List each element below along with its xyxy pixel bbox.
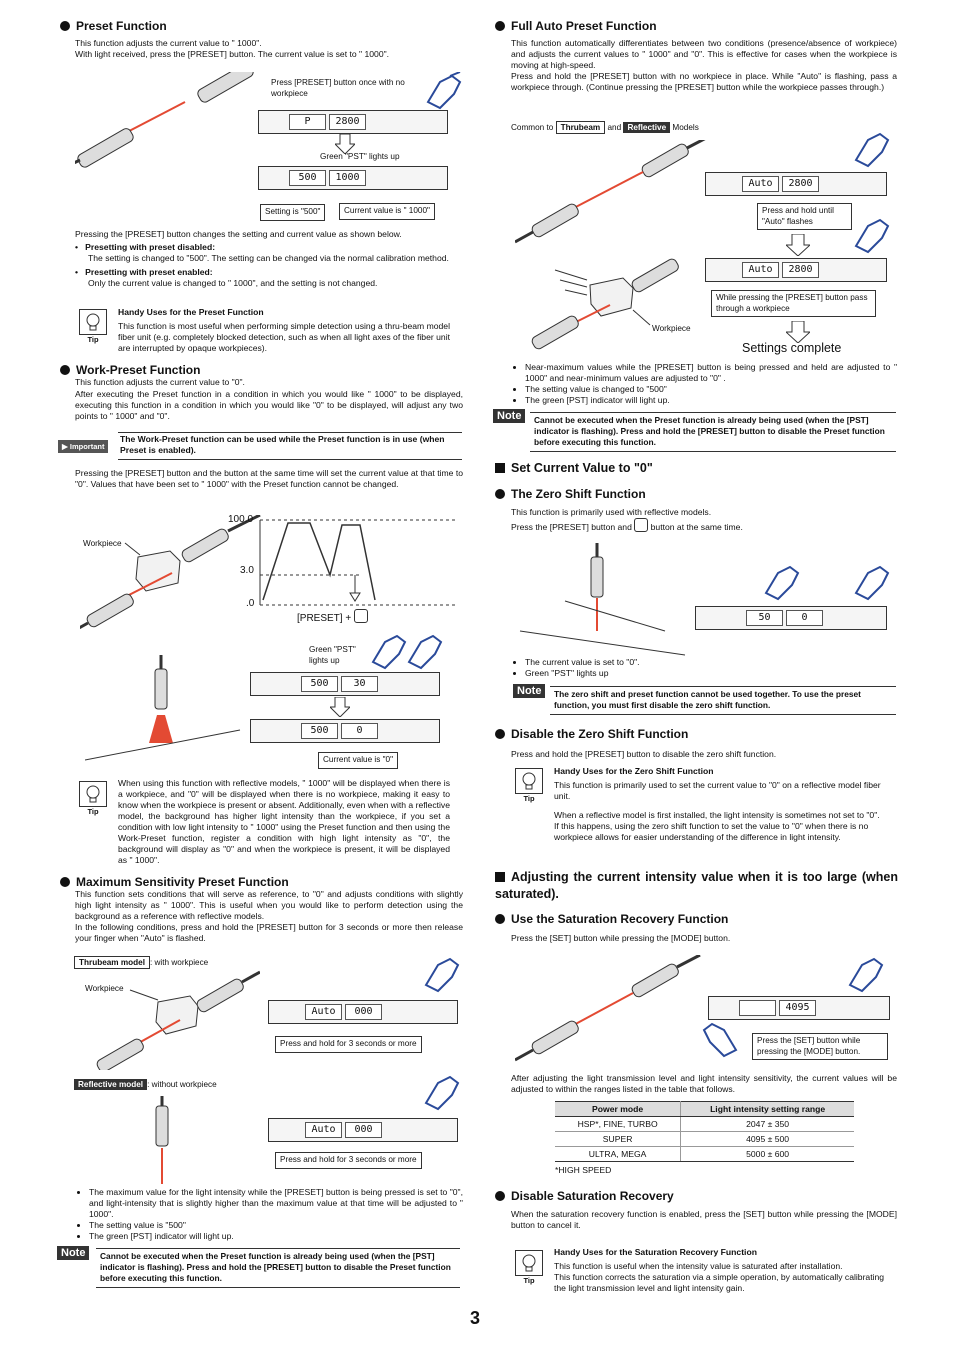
max-sens-note: Cannot be executed when the Preset function is already being used (when the [PST] indicator is flashing). Press and hold the [PRESET] button to disable the Preset function before executing this function. [96, 1248, 460, 1288]
workpiece-label: Workpiece [85, 984, 124, 993]
full-auto-callout-1: Press and hold until "Auto" flashes [757, 203, 852, 230]
disable-saturation-heading: Disable Saturation Recovery [495, 1189, 674, 1203]
hand-icon [842, 955, 886, 1000]
axis-100: 100.0 [228, 514, 254, 525]
hold-callout-1: Press and hold for 3 seconds or more [275, 1036, 422, 1053]
work-preset-press-text: Pressing the [PRESET] button and the button at the same time will set the current value at that time to "0". Values that have been set to " 1000" with the Preset function cannot be changed. [75, 468, 463, 489]
full-auto-illustration [515, 140, 715, 350]
thrubeam-illustration [80, 970, 260, 1070]
preset-callout-press: Press [PRESET] button once with no workpiece [271, 78, 405, 98]
note-badge: Note [57, 1246, 89, 1260]
down-arrow-icon [786, 234, 810, 256]
zero-shift-tip: Handy Uses for the Zero Shift Function This function is primarily used to set the current value to "0" on a reflective model fiber unit. When a reflective model is first installed, the light intensity is sometimes not set to "0". If this happens, using the zero shift function to set the value to "0" when there is no workpiece allows for easier understanding of the difference in light intensity. [554, 766, 881, 842]
zero-shift-bullets: • The current value is set to "0". • Green "PST" lights up [511, 657, 897, 679]
tip-icon: Tip [514, 1250, 544, 1285]
sensor-display-2: 500 1000 [258, 166, 448, 190]
zero-shift-heading: The Zero Shift Function [495, 487, 646, 501]
hold-callout-2: Press and hold for 3 seconds or more [275, 1152, 422, 1169]
hand-icon [758, 563, 802, 608]
sensor-display-5: Auto 000 [268, 1000, 458, 1024]
work-preset-callout-green: Green "PST" lights up [309, 645, 356, 665]
saturation-heading: Adjusting the current intensity value when it is too large (when saturated). [495, 870, 898, 901]
hand-icon [848, 130, 892, 175]
sensor-display-10: 4095 [708, 996, 890, 1020]
saturation-tip: Handy Uses for the Saturation Recovery Function This function is useful when the intensity value is saturated after installation. This function corrects the saturation via a simple operation, by automatically calibrating the light transmission level and light intensity gain. [554, 1247, 885, 1293]
hand-icon [418, 1073, 462, 1118]
reflective-label: Reflective model : without workpiece [74, 1079, 217, 1090]
full-auto-callout-2: While pressing the [PRESET] button pass through a workpiece [711, 290, 876, 317]
preset-callout-setting: Setting is "500" [260, 204, 325, 221]
full-auto-intro: This function automatically differentiates between two conditions (presence/absence of workpiece) and adjusts the current values to " 1000" and "0". This is effective for cases when the workpiece is moving at high-speed. Press and hold the [PRESET] button with no workpiece in place. While "Auto" is flashing, pass a workpiece through. (Continue pressing the [PRESET] button while the workpiece passes through.) [511, 38, 897, 92]
important-badge: ▶ Important [58, 440, 108, 453]
work-preset-heading: Work-Preset Function [60, 363, 200, 377]
table-footnote: *HIGH SPEED [555, 1165, 612, 1175]
table-header: Power mode [555, 1102, 681, 1117]
zero-shift-text: This function is primarily used with reflective models. Press the [PRESET] button and button at the same time. [511, 507, 743, 532]
preset-tip: Handy Uses for the Preset Function This function is most useful when performing simple detection using a thru-beam model fiber unit (e.g. completely blocked detection, such as when all light axes of the fiber unit are interrupted by opaque workpieces). [118, 307, 450, 353]
preset-intro: This function adjusts the current value to " 1000". With light received, press the [PRESET] button. The current value is set to " 1000". [75, 38, 390, 59]
work-preset-tip: When using this function with reflective models, " 1000" will be displayed when there is a workpiece, and "0" will be displayed when there is no workpiece, making it easy to know when the workpiece is present or absent. Additionally, even when with a reflective model, the background has higher light intensity than the workpiece, if you set a condition with low light intensity to " 1000" using the Preset function and then using the Work-Preset function, register a condition with high light intensity as "0", the background will display as "0" and when the workpiece is present, it will be displayed as " 1000". [118, 778, 450, 865]
important-text: The Work-Preset function can be used while the Preset function is in use (when Preset is enabled). [118, 432, 462, 460]
sensor-display-1: P 2800 [258, 110, 448, 134]
full-auto-bullets: • Near-maximum values while the [PRESET] button is being pressed and held are adjusted to " 1000" and near-minimum values are adjusted to "0" . • The setting value is changed to "500" • The green [PST] indicator will light up. [511, 362, 897, 406]
tip-icon: Tip [78, 309, 108, 344]
table-header: Light intensity setting range [681, 1102, 854, 1117]
max-sens-bullets: • The maximum value for the light intensity while the [PRESET] button is being pressed is set to "0", and light-intensity that is slightly higher than the maximum value at that time will be adjusted to " 1000". • The setting value is "500" • The green [PST] indicator will light up. [75, 1187, 463, 1242]
sensor-display-3: 500 30 [250, 672, 440, 696]
disable-zero-text: Press and hold the [PRESET] button to disable the zero shift function. [511, 749, 777, 759]
sensor-display-8: Auto 2800 [705, 258, 887, 282]
preset-plus-label: [PRESET] + [297, 609, 368, 624]
preset-callout-current: Current value is " 1000" [339, 203, 435, 220]
down-arrow-icon [335, 134, 355, 154]
table-row: HSP*, FINE, TURBO 2047 ± 350 [555, 1117, 854, 1132]
preset-bullets: • Presetting with preset disabled: The setting is changed to "500". The setting can be changed via the normal calibration method. • Presetting with preset enabled: Only the current value is changed to " 1000", and the setting is not changed. [75, 242, 449, 288]
disable-zero-heading: Disable the Zero Shift Function [495, 727, 688, 741]
axis-0: .0 [246, 598, 255, 609]
table-row: ULTRA, MEGA 5000 ± 600 [555, 1147, 854, 1162]
saturation-callout: Press the [SET] button while pressing the [MODE] button. [752, 1033, 888, 1060]
tip-icon: Tip [514, 768, 544, 803]
set-zero-heading: Set Current Value to "0" [495, 461, 653, 475]
workpiece-label: Workpiece [83, 539, 122, 548]
hand-icon [848, 216, 892, 261]
saturation-after-text: After adjusting the light transmission level and light intensity sensitivity, the current values will be adjusted to within the ranges listed in the table that follows. [511, 1073, 897, 1094]
sensor-display-7: Auto 2800 [705, 172, 887, 196]
hand-icon [365, 632, 445, 677]
down-arrow-icon [786, 321, 810, 343]
axis-3: 3.0 [240, 565, 254, 576]
note-badge: Note [513, 684, 545, 698]
use-saturation-text: Press the [SET] button while pressing the [MODE] button. [511, 933, 731, 943]
down-arrow-icon [330, 697, 350, 717]
sensor-display-6: Auto 000 [268, 1118, 458, 1142]
note-badge: Note [493, 409, 525, 423]
preset-button-icon [354, 609, 368, 623]
max-sens-heading: Maximum Sensitivity Preset Function [60, 875, 289, 889]
full-auto-note: Cannot be executed when the Preset function is already being used (when the [PST] indicator is flashing). Press and hold the [PRESET] button to disable the Preset function before executing this function. [530, 412, 896, 452]
thrubeam-label: Thrubeam model : with workpiece [74, 956, 208, 969]
saturation-illustration [515, 955, 715, 1065]
button-icon [634, 518, 648, 532]
settings-complete: Settings complete [742, 341, 842, 355]
table-row: SUPER 4095 ± 500 [555, 1132, 854, 1147]
hand-icon [418, 955, 462, 1000]
sensor-display-4: 500 0 [250, 719, 440, 743]
common-to-label: Common to Thrubeam and Reflective Models [511, 123, 699, 132]
reflective-sensor-illustration [150, 1096, 180, 1186]
sensor-display-9: 50 0 [695, 606, 887, 630]
hand-icon [848, 563, 892, 608]
full-auto-heading: Full Auto Preset Function [495, 19, 657, 33]
saturation-table [555, 1101, 854, 1162]
preset-callout-green: Green "PST" lights up [320, 152, 400, 161]
preset-changes-text: Pressing the [PRESET] button changes the setting and current value as shown below. [75, 229, 402, 239]
hand-icon [700, 1020, 744, 1065]
max-sens-intro: This function sets conditions that will serve as reference, to "0" and adjusts conditions with slightly high light intensity as " 1000". This is useful when you would like to perform detection using the background as a reference with reflective models. In the following conditions, press and hold the [PRESET] button for 3 seconds or more then release your finger when "Auto" is flashed. [75, 889, 463, 943]
preset-heading: Preset Function [60, 19, 167, 33]
zero-shift-illustration [515, 543, 695, 658]
zero-shift-note: The zero shift and preset function cannot be used together. To use the preset function, you must first disable the zero shift function. [550, 686, 896, 715]
page-number: 3 [470, 1308, 481, 1328]
work-preset-intro: This function adjusts the current value to "0". After executing the Preset function in a condition in which you would like " 1000" to be displayed, executing this function in a condition in which you would like "0" to be displayed, will adjust any two points to " 1000" and "0". [75, 377, 463, 421]
reflective-illustration [85, 655, 245, 765]
use-saturation-heading: Use the Saturation Recovery Function [495, 912, 728, 926]
disable-saturation-text: When the saturation recovery function is enabled, press the [SET] button while pressing the [MODE] button to cancel it. [511, 1209, 897, 1230]
work-preset-callout-current: Current value is "0" [318, 752, 398, 769]
workpiece-label: Workpiece [652, 324, 691, 333]
tip-icon: Tip [78, 781, 108, 816]
